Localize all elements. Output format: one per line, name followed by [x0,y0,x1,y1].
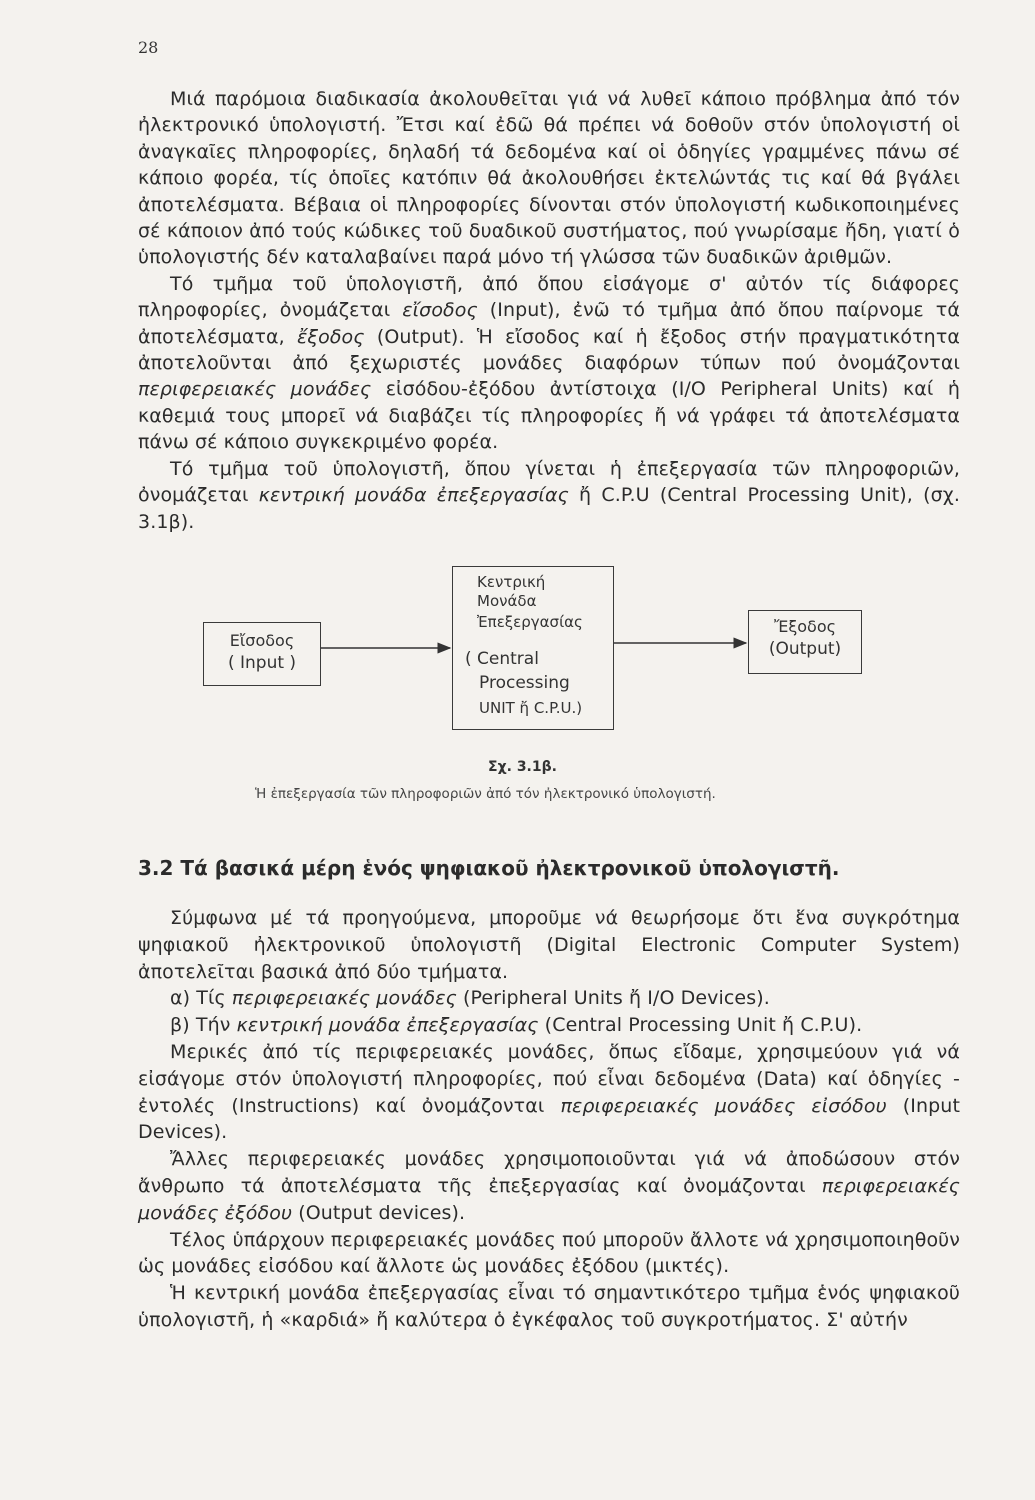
cpu-label-en-2: Processing [479,673,570,693]
cpu-label-en-3: UNIT ἤ C.P.U.) [479,699,583,717]
cpu-label-gr-1: Κεντρική [477,573,546,591]
term: περιφερειακές μονάδες εἰσόδου [560,1094,887,1117]
input-box [203,622,321,686]
text-run: Μερικές ἀπό τίς περιφερειακές μονάδες, ὅπως εἴδαμε, χρησιμεύουν γιά νά εἰσάγομε στόν ὑπολογιστή πληροφορίες, πού εἶναι δεδομένα (Data) καί ὁδηγίες - ἐντολές (Instructions) καί ὀνομάζονται [138,1040,960,1117]
term-output: ἔξοδος [297,325,365,348]
page-number: 28 [138,38,159,57]
section-text [138,905,960,1334]
input-label-gr: Εἴσοδος [229,631,295,650]
text-run: Τό τμῆμα τοῦ ὑπολογιστῆ, ἀπό ὅπου εἰσάγομε σ' αὐτόν τίς διάφορες πληροφορίες, ὀνομάζεται [138,272,960,322]
text-run: β) Τήν [170,1014,237,1037]
output-label-en: (Output) [768,639,842,659]
text-run: α) Τίς [170,987,232,1010]
term: περιφερειακές μονάδες ἐξόδου [138,1174,960,1224]
text-run: (Input Devices). [138,1094,960,1144]
text-run: (Central Processing Unit ἤ C.P.U). [538,1014,863,1037]
figure-caption: Ἡ ἐπεξεργασία τῶν πληροφοριῶν ἀπό τόν ἠλεκτρονικό ὑπολογιστή. [255,786,716,802]
text-run: Ἄλλες περιφερειακές μονάδες χρησιμοποιοῦνται γιά νά ἀποδώσουν στόν ἄνθρωπο τά ἀποτελέσματα τῆς ἐπεξεργασίας καί ὀνομάζονται [138,1148,960,1197]
text-run: ἤ C.P.U (Central Processing Unit), (σχ. 3.1β). [138,484,960,533]
term: κεντρική μονάδα ἐπεξεργασίας [236,1014,539,1037]
paragraph-cpu [138,456,960,535]
list-item-b [138,1012,960,1039]
figure-3-1b-diagram [0,560,1035,760]
paragraph-input-output [138,271,960,456]
cpu-label-en-1: ( Central [465,649,539,669]
paragraph: Μιά παρόμοια διαδικασία ἀκολουθεῖται γιά νά λυθεῖ κάποιο πρόβλημα ἀπό τόν ἠλεκτρονικό ὑπολογιστή. Ἔτσι καί ἐδῶ θά πρέπει νά δοθοῦν στόν ὑπολογιστή οἱ ἀναγκαῖες πληροφορίες, δηλαδή τά δεδομένα καί οἱ ὁδηγίες γραμμένες πάνω σέ κάποιο φορέα, τίς ὁποῖες κατόπιν θά ἀκολουθήσει ἐκτελώντάς τις καί θά βγάλει ἀποτελέσματα. Βέβαια οἱ πληροφορίες δίνονται στόν ὑπολογιστή κωδικοποιημένες σέ κάποιον ἀπό τούς κώδικες τοῦ δυαδικοῦ συστήματος, πού γνωρίσαμε ἤδη, γιατί ὁ ὑπολογιστής δέν καταλαβαίνει παρά μόνο τή γλώσσα τῶν δυαδικῶν ἀριθμῶν. [138,88,960,269]
list-item-a [138,985,960,1012]
cpu-label-gr-2: Μονάδα [477,592,537,610]
text-run: (Output devices). [292,1201,466,1224]
section-heading: 3.2 Τά βασικά μέρη ἑνός ψηφιακοῦ ἠλεκτρονικοῦ ὑπολογιστῆ. [138,856,840,880]
paragraph [138,1146,960,1226]
paragraph: Τέλος ὑπάρχουν περιφερειακές μονάδες πού μποροῦν ἄλλοτε νά χρησιμοποιηθοῦν ὡς μονάδες εἰσόδου καί ἄλλοτε ὡς μονάδες ἐξόδου (μικτές). [138,1228,960,1278]
paragraph: Ἡ κεντρική μονάδα ἐπεξεργασίας εἶναι τό σημαντικότερο τμῆμα ἑνός ψηφιακοῦ ὑπολογιστῆ, ἡ «καρδιά» ἤ καλύτερα ὁ ἐγκέφαλος τοῦ συγκροτήματος. Σ' αὐτήν [138,1282,960,1331]
output-box [748,610,862,674]
text-run: (Output). Ἡ εἴσοδος καί ἡ ἔξοδος στήν πραγματικότητα ἀποτελοῦνται ἀπό ξεχωριστές μονάδες διαφόρων τύπων πού ὀνομάζονται [138,325,960,375]
cpu-box [452,566,614,730]
term-cpu: κεντρική μονάδα ἐπεξεργασίας [258,484,569,507]
text-run: εἰσόδου-ἐξόδου ἀντίστοιχα (I/O Peripheral Units) καί ἡ καθεμιά τους μπορεῖ νά διαβάζει τίς πληροφορίες ἤ νά γράφει τά ἀποτελέσματα πάνω σέ κάποιο συγκεκριμένο φορέα. [138,378,960,454]
output-label-gr: Ἔξοδος [773,617,837,636]
text-run: (Peripheral Units ἤ I/O Devices). [456,987,770,1010]
text-run: (Input), ἐνῶ τό τμῆμα ἀπό ὅπου παίρνομε τά ἀποτελέσματα, [138,299,960,348]
intro-text [138,86,960,535]
term: περιφερειακές μονάδες [231,987,457,1010]
term-peripheral-units: περιφερειακές μονάδες [138,378,372,401]
text-run: Τό τμῆμα τοῦ ὑπολογιστῆ, ὅπου γίνεται ἡ ἐπεξεργασία τῶν πληροφοριῶν, ὀνομάζεται [138,457,960,507]
paragraph: Σύμφωνα μέ τά προηγούμενα, μποροῦμε νά θεωρήσομε ὅτι ἕνα συγκρότημα ψηφιακοῦ ἠλεκτρονικοῦ ὑπολογιστῆ (Digital Electronic Computer System) ἀποτελεῖται βασικά ἀπό δύο τμήματα. [138,907,960,983]
input-label-en: ( Input ) [227,653,297,673]
figure-label: Σχ. 3.1β. [488,759,557,775]
term-input: εἴσοδος [402,299,478,322]
cpu-label-gr-3: Ἐπεξεργασίας [477,613,583,631]
paragraph [138,1039,960,1146]
